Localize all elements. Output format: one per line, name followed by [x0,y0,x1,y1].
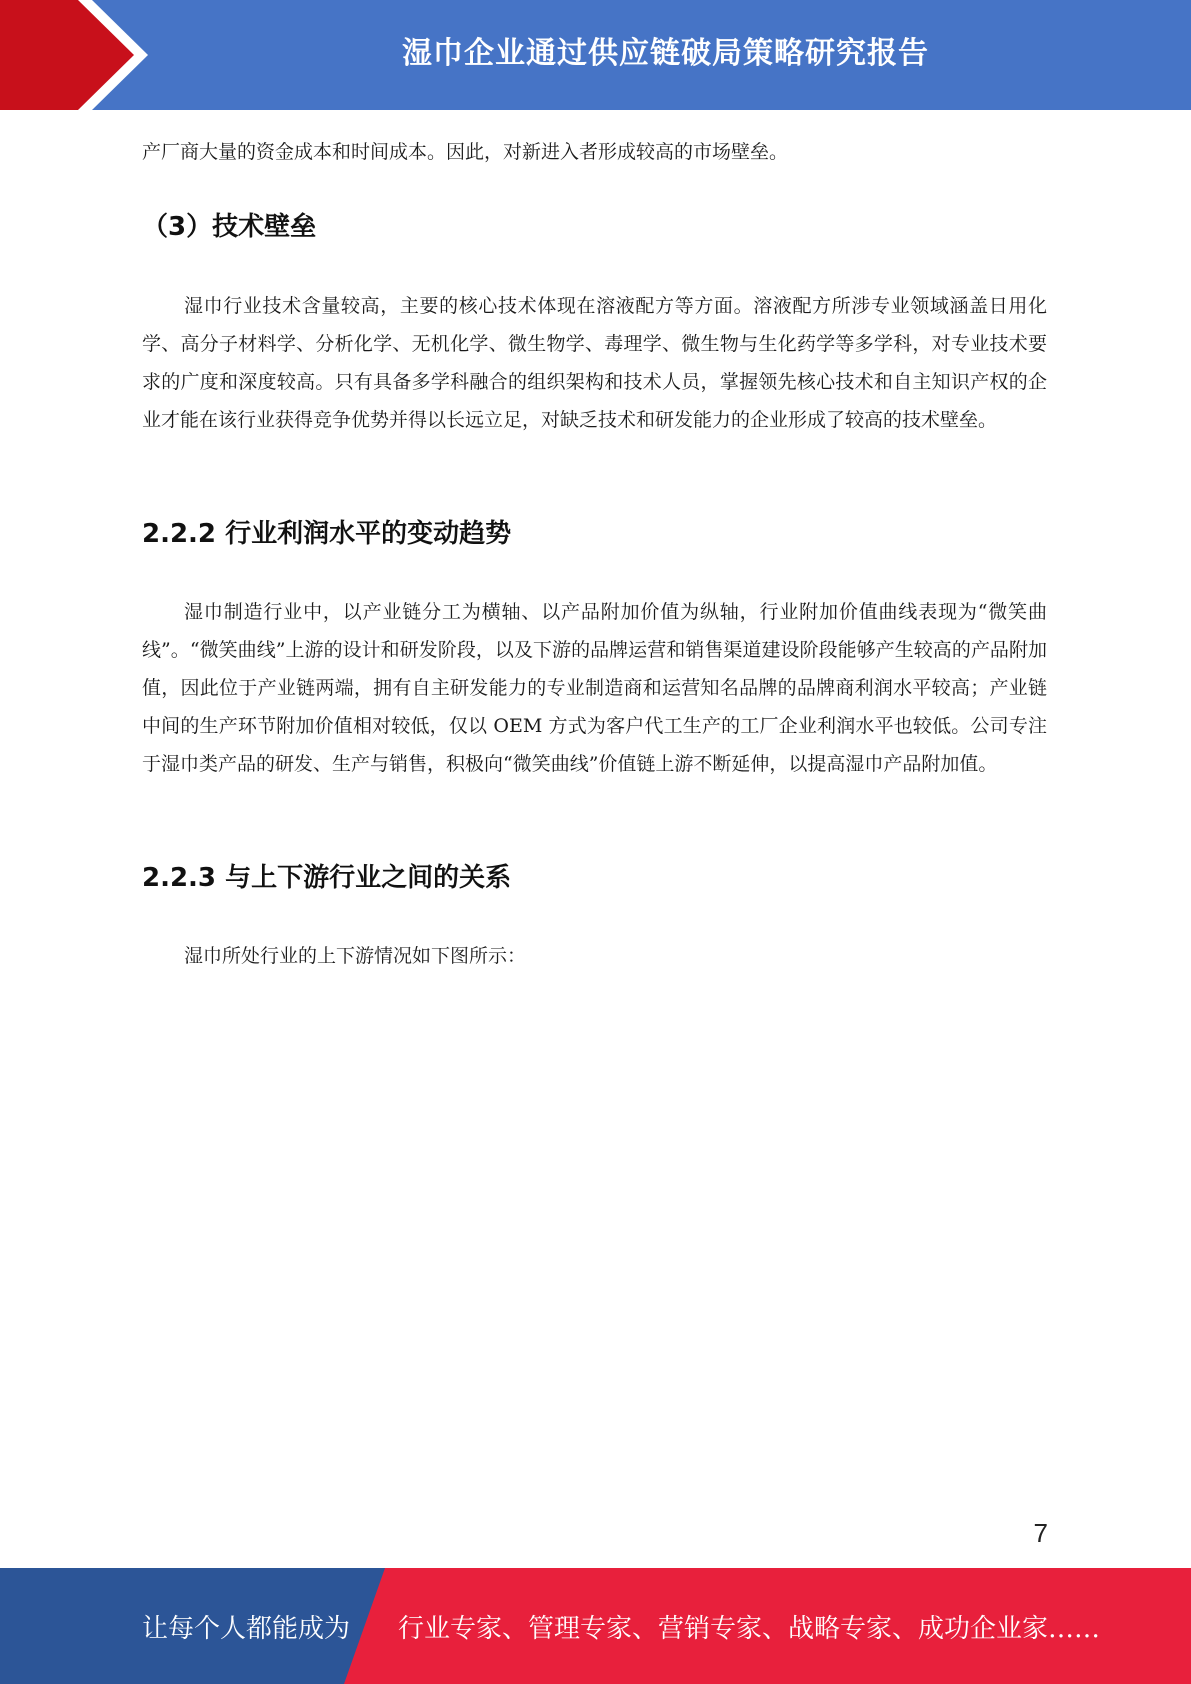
paragraph-2-2-2: 湿巾制造行业中，以产业链分工为横轴、以产品附加价值为纵轴，行业附加价值曲线表现为“微笑曲线”。“微笑曲线”上游的设计和研发阶段，以及下游的品牌运营和销售渠道建设阶段能够产生较高的产品附加值，因此位于产业链两端，拥有自主研发能力的专业制造商和运营知名品牌的品牌商利润水平较高；产业链中间的生产环节附加价值相对较低，仅以 OEM 方式为客户代工生产的工厂企业利润水平也较低。公司专注于湿巾类产品的研发、生产与销售，积极向“微笑曲线”价值链上游不断延伸，以提高湿巾产品附加值。 [142,601,1047,775]
footer-slogan-right: 行业专家、管理专家、营销专家、战略专家、成功企业家…… [398,1613,1101,1644]
paragraph-tech-barrier: 湿巾行业技术含量较高，主要的核心技术体现在溶液配方等方面。溶液配方所涉专业领域涵盖日用化学、高分子材料学、分析化学、无机化学、微生物学、毒理学、微生物与生化药学等多学科，对专业技术要求的广度和深度较高。只有具备多学科融合的组织架构和技术人员，掌握领先核心技术和自主知识产权的企业才能在该行业获得竞争优势并得以长远立足，对缺乏技术和研发能力的企业形成了较高的技术壁垒。 [142,295,1047,431]
paragraph-2-2-3: 湿巾所处行业的上下游情况如下图所示： [184,945,527,967]
report-title: 湿巾企业通过供应链破局策略研究报告 [402,36,929,71]
page-number: 7 [1033,1518,1048,1548]
heading-2-2-2: 2.2.2 行业利润水平的变动趋势 [142,519,512,549]
footer-slogan-left: 让每个人都能成为 [142,1613,351,1644]
heading-2-2-3: 2.2.3 与上下游行业之间的关系 [142,863,512,893]
paragraph-continuation: 产厂商大量的资金成本和时间成本。因此，对新进入者形成较高的市场壁垒。 [142,141,789,163]
page-header [0,0,1191,110]
page-footer [0,1568,1191,1684]
heading-tech-barrier: （3）技术壁垒 [142,212,317,242]
